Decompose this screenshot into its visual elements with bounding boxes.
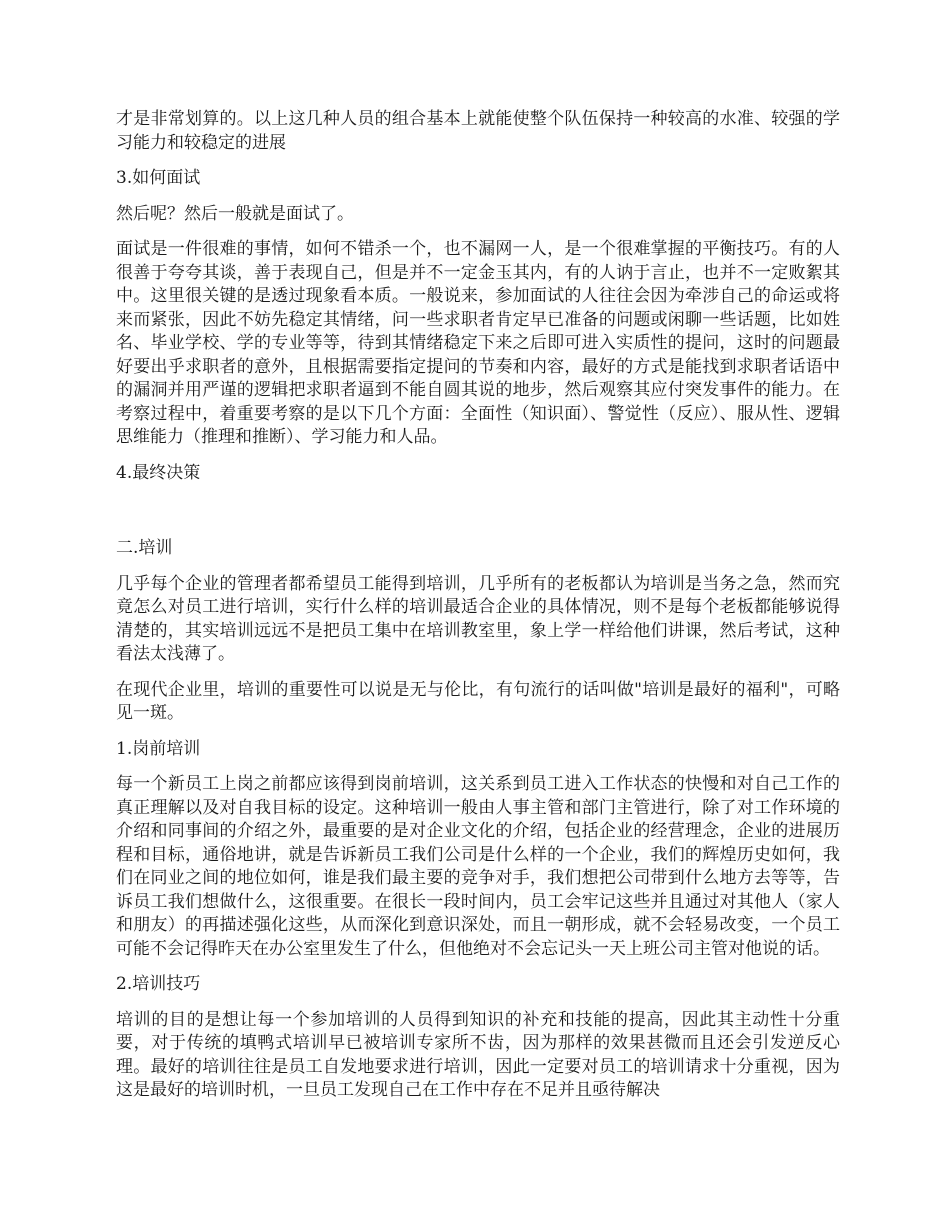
paragraph-then-interview: 然后呢？然后一般就是面试了。 bbox=[116, 203, 354, 224]
paragraph-training-intro: 几乎每个企业的管理者都希望员工能得到培训，几乎所有的老板都认为培训是当务之急，然而究竟怎么对员工进行培训，实行什么样的培训最适合企业的具体情况，则不是每个老板都能够说得清楚的，其实培训远远不是把员工集中在培训教室里，象上学一样给他们讲课，然后考试，这种看法太浅薄了。 bbox=[116, 573, 840, 664]
section-title-training: 二.培训 bbox=[116, 538, 173, 558]
paragraph-training-techniques: 培训的目的是想让每一个参加培训的人员得到知识的补充和技能的提高，因此其主动性十分重要，对于传统的填鸭式培训早已被培训专家所不齿，因为那样的效果甚微而且还会引发逆反心理。最好的培训往往是员工自发地要求进行培训，因此一定要对员工的培训请求十分重视，因为这是最好的培训时机，一旦员工发现自己在工作中存在不足并且亟待解决 bbox=[116, 1009, 840, 1100]
heading-pre-job-training: 1.岗前培训 bbox=[116, 738, 201, 759]
paragraph-interview-skills: 面试是一件很难的事情，如何不错杀一个，也不漏网一人，是一个很难掌握的平衡技巧。有的人很善于夸夸其谈，善于表现自己，但是并不一定金玉其内，有的人讷于言止，也并不一定败絮其中。这里很关键的是透过现象看本质。一般说来，参加面试的人往往会因为牵涉自己的命运或将来而紧张，因此不妨先稳定其情绪，问一些求职者肯定早已准备的问题或闲聊一些话题，比如姓名、毕业学校、学的专业等等，待到其情绪稳定下来之后即可进入实质性的提问，这时的问题最好要出乎求职者的意外，且根据需要指定提问的节奏和内容，最好的方式是能找到求职者话语中的漏洞并用严谨的逻辑把求职者逼到不能自圆其说的地步，然后观察其应付突发事件的能力。在考察过程中，着重要考察的是以下几个方面：全面性（知识面）、警觉性（反应）、服从性、逻辑思维能力（推理和推断）、学习能力和人品。 bbox=[116, 239, 840, 447]
heading-final-decision: 4.最终决策 bbox=[116, 462, 201, 483]
paragraph-training-importance: 在现代企业里，培训的重要性可以说是无与伦比，有句流行的话叫做"培训是最好的福利"，可略见一斑。 bbox=[116, 679, 840, 723]
paragraph-pre-job-training: 每一个新员工上岗之前都应该得到岗前培训，这关系到员工进入工作状态的快慢和对自己工作的真正理解以及对自我目标的设定。这种培训一般由人事主管和部门主管进行，除了对工作环境的介绍和同事间的介绍之外，最重要的是对企业文化的介绍，包括企业的经营理念，企业的进展历程和目标，通俗地讲，就是告诉新员工我们公司是什么样的一个企业，我们的辉煌历史如何，我们在同业之间的地位如何，谁是我们最主要的竞争对手，我们想把公司带到什么地方去等等，告诉员工我们想做什么，这很重要。在很长一段时间内，员工会牢记这些并且通过对其他人（家人和朋友）的再描述强化这些，从而深化到意识深处，而且一朝形成，就不会轻易改变，一个员工可能不会记得昨天在办公室里发生了什么，但他绝对不会忘记头一天上班公司主管对他说的话。 bbox=[116, 774, 840, 959]
paragraph-team-composition: 才是非常划算的。以上这几种人员的组合基本上就能使整个队伍保持一种较高的水准、较强的学习能力和较稳定的进展 bbox=[116, 109, 840, 153]
heading-interview: 3.如何面试 bbox=[116, 168, 201, 188]
heading-training-techniques: 2.培训技巧 bbox=[116, 974, 201, 994]
document-page bbox=[116, 108, 840, 1115]
